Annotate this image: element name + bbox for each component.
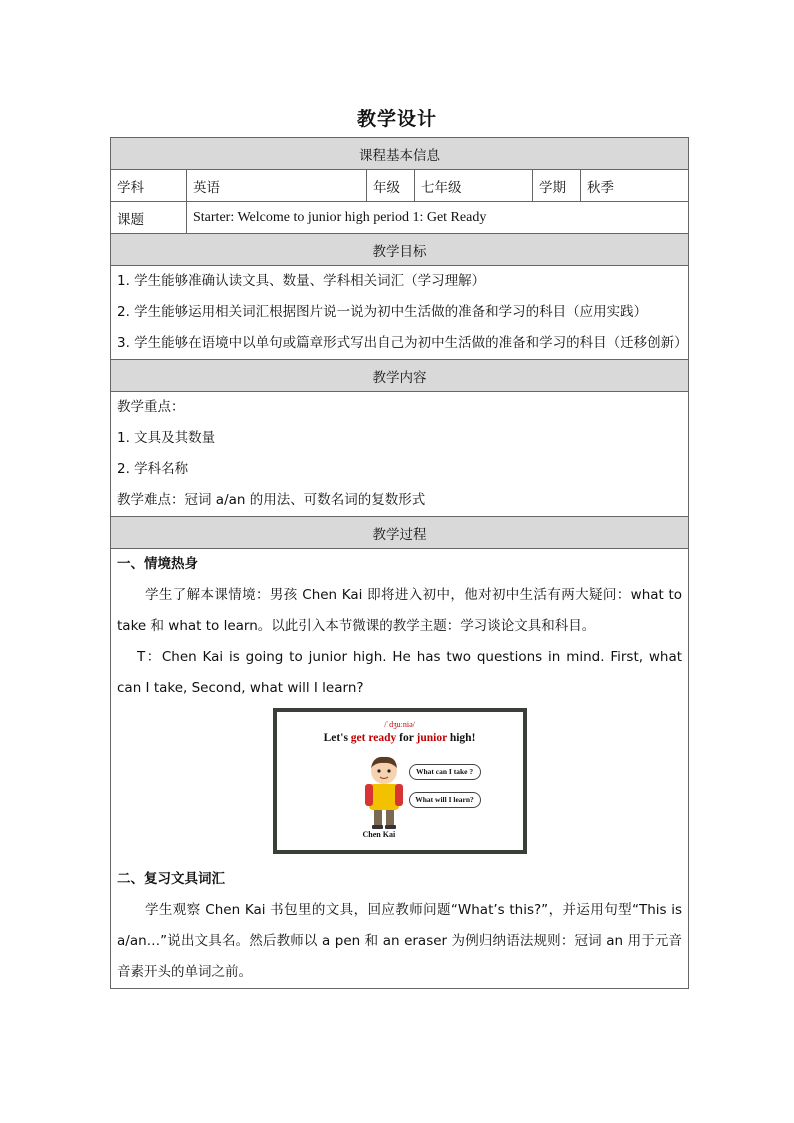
- section2-paragraph: 学生观察 Chen Kai 书包里的文具，回应教师问题“What’s this?”，并运用句型“This is a/an…”说出文具名。然后教师以 a pen 和 an eraser 为例归纳语法规则：冠词 an 用于元音音素开头的单词之前。: [117, 902, 683, 980]
- headline-part: high!: [446, 732, 476, 744]
- speech-bubble-take: What can I take ?: [409, 764, 481, 780]
- boy-leg-right: [386, 810, 394, 826]
- section1-teacher-line: T：Chen Kai is going to junior high. He has two questions in mind. First, what can I take, Second, what will I learn?: [117, 649, 683, 696]
- boy-leg-left: [374, 810, 382, 826]
- objectives-header: 教学目标: [111, 234, 689, 266]
- speech-bubble-learn: What will I learn?: [409, 792, 481, 808]
- key-point-item: 1. 文具及其数量: [117, 430, 216, 446]
- boy-shirt: [369, 784, 399, 810]
- subject-value: 英语: [187, 170, 367, 202]
- topic-value: Starter: Welcome to junior high period 1: Get Ready: [187, 202, 689, 234]
- term-label: 学期: [533, 170, 581, 202]
- boy-eye-right: [387, 769, 390, 772]
- content-body: [111, 392, 689, 517]
- slide-image: [273, 708, 527, 854]
- slide-headline: [277, 732, 523, 744]
- process-body: [111, 549, 689, 989]
- boy-eye-left: [377, 769, 380, 772]
- section1-paragraph: 学生了解本课情境：男孩 Chen Kai 即将进入初中，他对初中生活有两大疑问：what to take 和 what to learn。以此引入本节微课的教学主题：学习谈论文具和科目。: [117, 587, 683, 634]
- section1-title: 一、情境热身: [117, 556, 198, 572]
- boy-illustration: [361, 754, 407, 830]
- key-points-label: 教学重点：: [117, 399, 185, 415]
- difficulty-text: 教学难点：冠词 a/an 的用法、可数名词的复数形式: [117, 492, 426, 508]
- boy-backpack-strap-left: [365, 784, 373, 806]
- phonetic-label: /ˈdʒuːniə/: [384, 720, 415, 729]
- subject-label: 学科: [111, 170, 187, 202]
- topic-label: 课题: [111, 202, 187, 234]
- objectives-body: [111, 266, 689, 360]
- objective-item: 3. 学生能够在语境中以单句或篇章形式写出自己为初中生活做的准备和学习的科目（迁移创新）: [117, 335, 688, 351]
- section2-title: 二、复习文具词汇: [117, 871, 225, 887]
- term-value: 秋季: [581, 170, 689, 202]
- key-point-item: 2. 学科名称: [117, 461, 189, 477]
- boy-shoe-left: [372, 825, 383, 829]
- lesson-plan-table: [110, 137, 689, 989]
- content-header: 教学内容: [111, 360, 689, 392]
- objective-item: 1. 学生能够准确认读文具、数量、学科相关词汇（学习理解）: [117, 273, 486, 289]
- headline-part: get ready: [350, 732, 397, 744]
- objective-item: 2. 学生能够运用相关词汇根据图片说一说为初中生活做的准备和学习的科目（应用实践）: [117, 304, 648, 320]
- headline-part: junior: [416, 732, 447, 744]
- headline-part: Let's: [323, 732, 351, 744]
- boy-shoe-right: [385, 825, 396, 829]
- grade-label: 年级: [367, 170, 415, 202]
- process-header: 教学过程: [111, 517, 689, 549]
- headline-part: for: [396, 732, 417, 744]
- boy-backpack-strap-right: [395, 784, 403, 806]
- figure-caption: Chen Kai: [362, 830, 396, 839]
- basic-info-header: 课程基本信息: [111, 138, 689, 170]
- figure-wrapper: [117, 704, 682, 864]
- document-title: 教学设计: [356, 108, 437, 130]
- grade-value: 七年级: [415, 170, 533, 202]
